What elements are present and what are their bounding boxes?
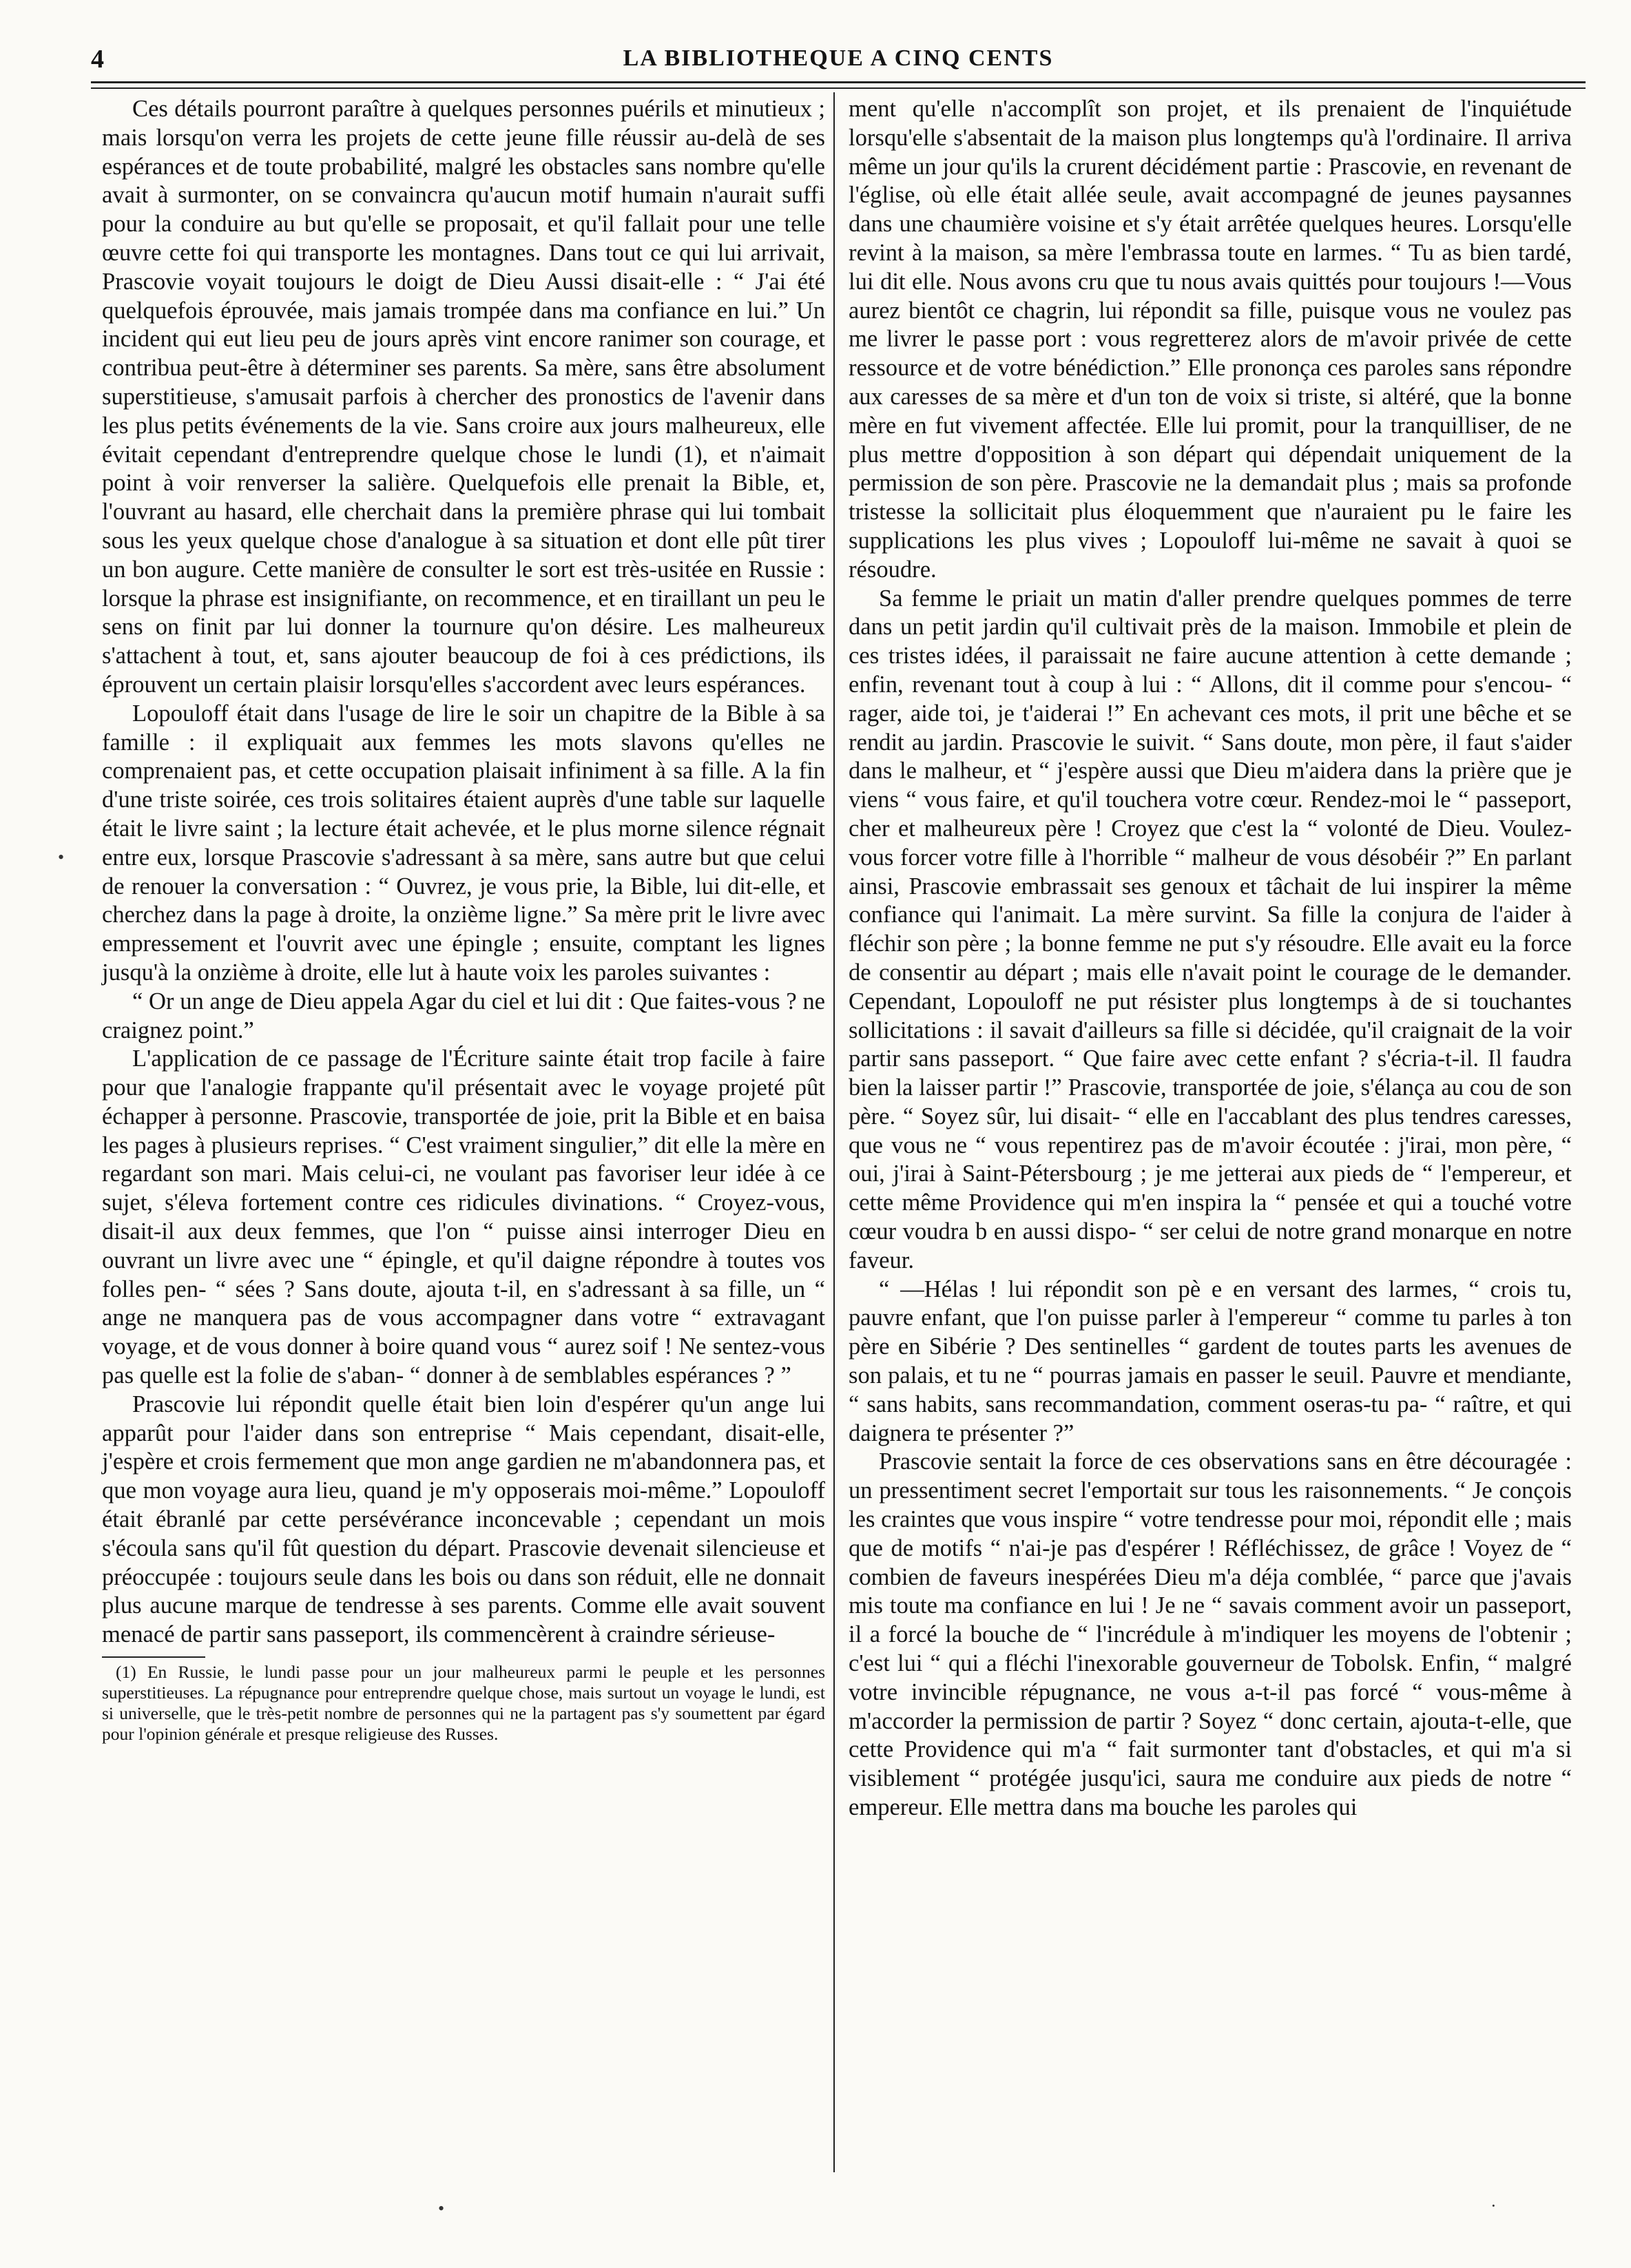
footnote: (1) En Russie, le lundi passe pour un jour malheureux parmi le peuple et les personnes superstitieuses. La répugnance pour entreprendre quelque chose, mais surtout un voyage le lundi, est si universelle, que le très-petit nombre de personnes qui ne la partagent pas s'y soumettent par égard pour l'opinion générale et presque religieuse des Russes.: [102, 1662, 825, 1745]
stray-mark: ·: [1490, 2196, 1497, 2216]
page-number: 4: [91, 45, 104, 74]
left-column: [102, 95, 825, 1745]
paragraph: “ Or un ange de Dieu appela Agar du ciel et lui dit : Que faites-vous ? ne craignez point.”: [102, 988, 825, 1043]
paragraph: Ces détails pourront paraître à quelques personnes puérils et minutieux ; mais lorsqu'on verra les projets de cette jeune fille réussir au-delà de ses espérances et de toute probabilité, malgré les obstacles sans nombre qu'elle avait à surmonter, on se convaincra qu'aucun motif humain n'aurait suffi pour la conduire au but qu'elle se proposait, et qu'il fallait pour une telle œuvre cette foi qui transporte les montagnes. Dans tout ce qui lui arrivait, Prascovie voyait toujours le doigt de Dieu Aussi disait-elle : “ J'ai été quelquefois éprouvée, mais jamais trompée dans ma confiance en lui.” Un incident qui eut lieu peu de jours après vint encore ranimer son courage, et contribua peut-être à déterminer ses parents. Sa mère, sans être absolument superstitieuse, s'amusait parfois à chercher des pronostics de l'avenir dans les plus petits événements de la vie. Sans croire aux jours malheureux, elle évitait cependant d'entreprendre quelque chose le lundi (1), et n'aimait point à voir renverser la salière. Quelquefois elle prenait la Bible, et, l'ouvrant au hasard, elle cherchait dans la première phrase qui lui tombait sous les yeux quelque chose d'analogue à sa situation et dont elle pût tirer un bon augure. Cette manière de consulter le sort est très-usitée en Russie : lorsque la phrase est insignifiante, on recommence, et en tiraillant un peu le sens on finit par lui donner la tournure qu'on désire. Les malheureux s'attachent à tout, et, sans ajouter beaucoup de foi à ces prédictions, ils éprouvent un certain plaisir lorsqu'elles s'accordent avec leurs espérances.: [102, 96, 825, 698]
paragraph: Sa femme le priait un matin d'aller prendre quelques pommes de terre dans un petit jardin qu'il cultivait près de la maison. Immobile et plein de ces tristes idées, il paraissait ne faire aucune attention à cette demande ; enfin, revenant tout à coup à lui : “ Allons, dit il comme pour s'encou- “ rager, aide toi, je t'aiderai !” En achevant ces mots, il prit une bêche et se rendit au jardin. Prascovie le suivit. “ Sans doute, mon père, il faut s'aider dans le malheur, et “ j'espère aussi que Dieu m'aidera dans la prière que je viens “ vous faire, et qu'il touchera votre cœur. Rendez-moi le “ passeport, cher et malheureux père ! Croyez que c'est la “ volonté de Dieu. Voulez-vous forcer votre fille à l'horrible “ malheur de vous désobéir ?” En parlant ainsi, Prascovie embrassait ses genoux et tâchait de lui inspirer la même confiance qui l'animait. La mère survint. Sa fille la conjura de l'aider à fléchir son père ; la bonne femme ne put s'y résoudre. Elle avait eu la force de consentir au départ ; mais elle n'avait point le courage de le demander. Cependant, Lopouloff ne put résister plus longtemps à de si touchantes sollicitations : il savait d'ailleurs sa fille si décidée, qu'il craignait de la voir partir sans passeport. “ Que faire avec cette enfant ? s'écria-t-il. Il faudra bien la laisser partir !” Prascovie, transportée de joie, s'élança au cou de son père. “ Soyez sûr, lui disait- “ elle en l'accablant des plus tendres caresses, que vous ne “ vous repentirez pas de m'avoir écoutée : j'irai, mon père, “ oui, j'irai à Saint-Pétersbourg ; je me jetterai aux pieds de “ l'empereur, et cette même Providence qui m'en inspira la “ pensée et qui a touché votre cœur voudra b en aussi dispo- “ ser celui de notre grand monarque en notre faveur.: [849, 585, 1572, 1273]
paragraph: Prascovie lui répondit quelle était bien loin d'espérer qu'un ange lui apparût pour l'aider dans son entreprise “ Mais cependant, disait-elle, j'espère et crois fermement que mon ange gardien ne m'abandonnera pas, et que mon voyage aura lieu, quand je m'y opposerais moi-même.” Lopouloff était ébranlé par cette persévérance inconcevable ; cependant un mois s'écoula sans qu'il fût question du départ. Prascovie devenait silencieuse et préoccupée : toujours seule dans les bois ou dans son réduit, elle ne donnait plus aucune marque de tendresse à ses parents. Comme elle avait souvent menacé de partir sans passeport, ils commencèrent à craindre sérieuse-: [102, 1391, 825, 1648]
stray-mark: •: [58, 847, 65, 867]
running-title: LA BIBLIOTHEQUE A CINQ CENTS: [623, 45, 1054, 71]
footnote-rule: [102, 1656, 205, 1658]
paragraph: “ —Hélas ! lui répondit son pè e en versant des larmes, “ crois tu, pauvre enfant, que l'on puisse parler à l'empereur “ comme tu parles à ton père en Sibérie ? Des sentinelles “ gardent de toutes parts les avenues de son palais, et tu ne “ pourras jamais en passer le seuil. Pauvre et mendiante, “ sans habits, sans recommandation, comment oseras-tu pa- “ raître, et qui daignera te présenter ?”: [849, 1276, 1572, 1446]
header-rule-thick: [91, 81, 1586, 83]
stray-mark: •: [438, 2198, 445, 2218]
right-column: [849, 95, 1572, 1822]
paragraph: ment qu'elle n'accomplît son projet, et ils prenaient de l'inquiétude lorsqu'elle s'absentait de la maison plus longtemps qu'à l'ordinaire. Il arriva même un jour qu'ils la crurent décidément partie : Prascovie, en revenant de l'église, où elle était allée seule, avait accompagné de jeunes paysannes dans une chaumière voisine et s'y était arrêtée quelques heures. Lorsqu'elle revint à la maison, sa mère l'embrassa toute en larmes. “ Tu as bien tardé, lui dit elle. Nous avons cru que tu nous avais quittés pour toujours !—Vous aurez bientôt ce chagrin, lui répondit sa fille, puisque vous ne voulez pas me livrer le passe port : vous regretterez alors de m'avoir privée de cette ressource et de votre bénédiction.” Elle prononça ces paroles sans répondre aux caresses de sa mère et d'un ton de voix si triste, si altéré, que la bonne mère en fut vivement affectée. Elle lui promit, pour la tranquilliser, de ne plus mettre d'opposition à son départ qui dépendait uniquement de la permission de son père. Prascovie ne la demandait plus ; mais sa profonde tristesse la sollicitait plus éloquemment que n'auraient pu le faire les supplications les plus vives ; Lopouloff lui-même ne savait à quoi se résoudre.: [849, 96, 1572, 583]
paragraph: Lopouloff était dans l'usage de lire le soir un chapitre de la Bible à sa famille : il expliquait aux femmes les mots slavons qu'elles ne comprenaient pas, et cette occupation plaisait infiniment à sa fille. A la fin d'une triste soirée, ces trois solitaires étaient auprès d'une table sur laquelle était le livre saint ; la lecture était achevée, et le plus morne silence régnait entre eux, lorsque Prascovie s'adressant à sa mère, sans autre but que celui de renouer la conversation : “ Ouvrez, je vous prie, la Bible, lui dit-elle, et cherchez dans la page à droite, la onzième ligne.” Sa mère prit le livre avec empressement et l'ouvrit avec une épingle ; ensuite, comptant les lignes jusqu'à la onzième à droite, elle lut à haute voix les paroles suivantes :: [102, 700, 825, 986]
paragraph: L'application de ce passage de l'Écriture sainte était trop facile à faire pour que l'analogie frappante qu'il présentait avec le voyage projeté pût échapper à personne. Prascovie, transportée de joie, prit la Bible et en baisa les pages à plusieurs reprises. “ C'est vraiment singulier,” dit elle la mère en regardant son mari. Mais celui-ci, ne voulant pas favoriser leur idée à ce sujet, s'éleva fortement contre ces ridicules divinations. “ Croyez-vous, disait-il aux deux femmes, que l'on “ puisse ainsi interroger Dieu en ouvrant un livre avec une “ épingle, et qu'il daigne répondre à toutes vos folles pen- “ sées ? Sans doute, ajouta t-il, en s'adressant à sa fille, un “ ange ne manquera pas de vous accompagner dans votre “ extravagant voyage, et de vous donner à boire quand vous “ aurez soif ! Ne sentez-vous pas quelle est la folie de s'aban- “ donner à de semblables espérances ? ”: [102, 1045, 825, 1389]
column-divider: [833, 92, 835, 2172]
header-rule-thin: [91, 87, 1586, 89]
paragraph: Prascovie sentait la force de ces observations sans en être découragée : un pressentiment secret l'emportait sur tous les raisonnements. “ Je conçois les craintes que vous inspire “ votre tendresse pour moi, répondit elle ; mais que de motifs “ n'ai-je pas d'espérer ! Réfléchissez, de grâce ! Voyez de “ combien de faveurs inespérées Dieu m'a déja comblée, “ parce que j'avais mis toute ma confiance en lui ! Je ne “ savais comment avoir un passeport, il a forcé la bouche de “ l'incrédule à m'indiquer les moyens de l'obtenir ; c'est lui “ qui a fléchi l'inexorable gouverneur de Tobolsk. Enfin, “ malgré votre invincible répugnance, ne vous a-t-il pas forcé “ vous-même à m'accorder la permission de partir ? Soyez “ donc certain, ajouta-t-elle, que cette Providence qui m'a “ fait surmonter tant d'obstacles, et qui m'a si visiblement “ protégée jusqu'ici, saura me conduire aux pieds de notre “ empereur. Elle mettra dans ma bouche les paroles qui: [849, 1448, 1572, 1821]
